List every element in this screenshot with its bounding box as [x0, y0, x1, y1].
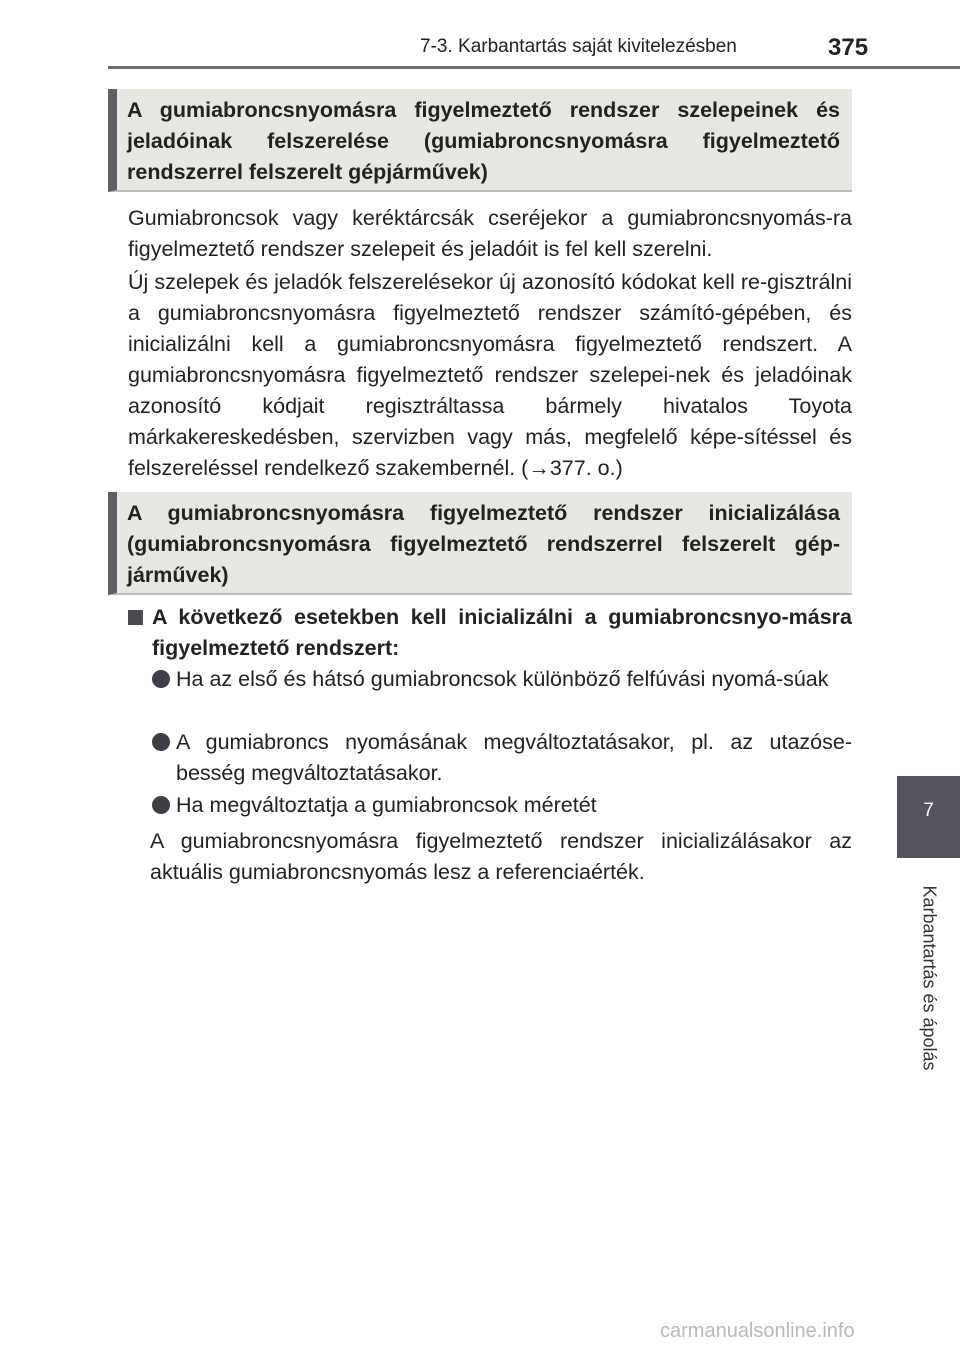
chapter-side-label	[897, 870, 960, 1085]
page-number: 375	[828, 34, 869, 61]
list-item	[150, 790, 852, 821]
square-bullet-icon	[128, 610, 143, 625]
list-item-text: Ha megváltoztatja a gumiabroncsok méretét	[176, 793, 597, 817]
closing-paragraph: A gumiabroncsnyomásra figyelmeztető rendszer inicializálásakor az aktuális gumiabroncsnyomás lesz a referenciaérték.	[150, 829, 852, 884]
section-heading-valves-sensors: A gumiabroncsnyomásra figyelmeztető rendszer szelepeinek és jeladóinak felszerelése (gumiabroncsnyomásra figyelmeztető rendszerrel felszerelt gépjárművek)	[108, 89, 852, 192]
circle-bullet-icon	[152, 670, 170, 688]
subheading-text: A következő esetekben kell inicializálni a gumiabroncsnyo-másra figyelmeztető rendszert:	[152, 605, 852, 660]
list-item	[150, 664, 852, 695]
chapter-number: 7	[923, 800, 934, 821]
chapter-title: Karbantartás és ápolás	[919, 884, 939, 1071]
paragraph-1: Gumiabroncsok vagy keréktárcsák cseréjekor a gumiabroncsnyomás-ra figyelmeztető rendszer szelepeit és jeladóit is fel kell szerelni.	[128, 206, 852, 261]
header-rule	[108, 66, 960, 69]
list-item	[150, 727, 852, 789]
paragraph-2: Új szelepek és jeladók felszerelésekor új azonosító kódokat kell re-gisztrálni a gumiabroncsnyomásra figyelmeztető rendszer számító-gépében, és inicializálni kell a gumiabroncsnyomásra figyelmeztető rendszert. A gumiabroncsnyomásra figyelmeztető rendszer szelepei-nek és jeladóinak azonosító kódjait regisztráltassa bármely hivatalos Toyota márkakereskedésben, szervizben vagy más, megfelelő képe-sítéssel és felszereléssel rendelkező szakembernél. (→377. o.)	[128, 270, 852, 480]
section-heading-initialization: A gumiabroncsnyomásra figyelmeztető rendszer inicializálása (gumiabroncsnyomásra figyelmeztető rendszerrel felszerelt gép-járművek)	[108, 492, 852, 595]
list-item-text: A gumiabroncs nyomásának megváltoztatásakor, pl. az utazóse-besség megváltoztatásakor.	[176, 730, 852, 785]
chapter-tab	[897, 776, 960, 858]
list-item-text: Ha az első és hátsó gumiabroncsok különböző felfúvási nyomá-súak	[176, 667, 829, 691]
watermark: carmanualsonline.info	[660, 1320, 855, 1342]
circle-bullet-icon	[152, 733, 170, 751]
subheading	[128, 602, 852, 664]
header-section-title: 7-3. Karbantartás saját kivitelezésben	[420, 36, 737, 57]
circle-bullet-icon	[152, 796, 170, 814]
